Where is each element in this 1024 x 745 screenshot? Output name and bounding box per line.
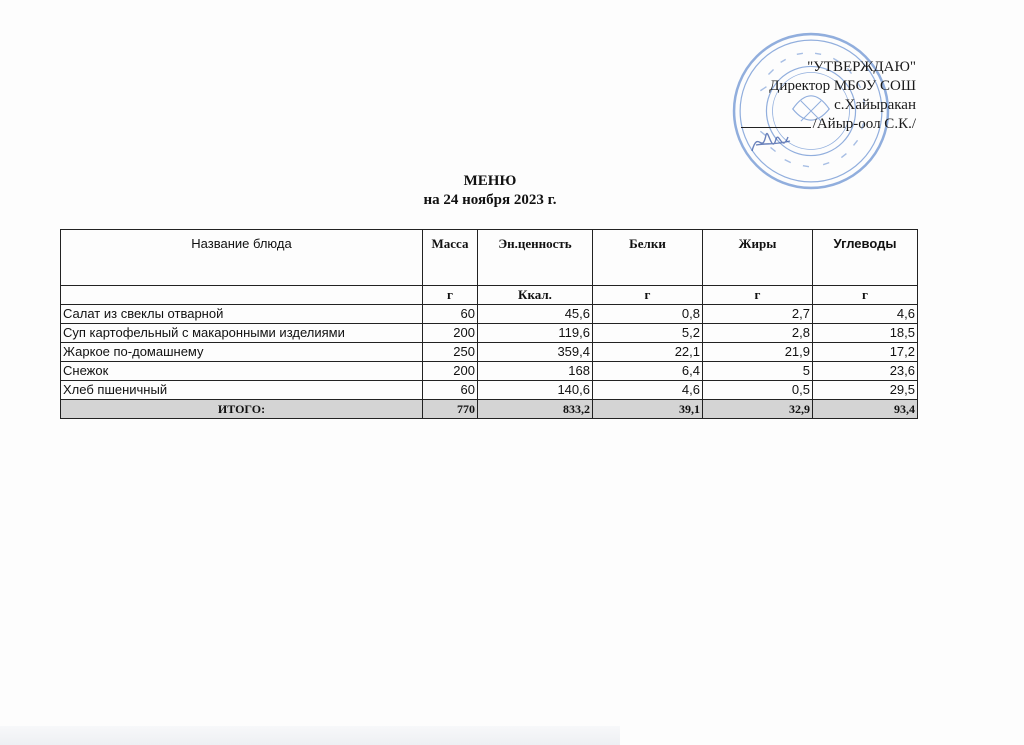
protein-cell: 6,4 [593,362,703,381]
energy-cell: 359,4 [478,343,593,362]
header-dish-name: Название блюда [61,230,423,286]
protein-cell: 22,1 [593,343,703,362]
dish-name-cell: Суп картофельный с макаронными изделиями [61,324,423,343]
protein-cell: 5,2 [593,324,703,343]
approval-village: с.Хайыракан [834,97,916,113]
unit-dish-name [61,286,423,305]
signature-blank-line [741,127,811,128]
menu-table [60,229,918,419]
total-carbs: 93,4 [813,400,918,419]
table-row [61,305,918,324]
carbs-cell: 4,6 [813,305,918,324]
dish-name-cell: Снежок [61,362,423,381]
unit-carbs: г [813,286,918,305]
energy-cell: 168 [478,362,593,381]
carbs-cell: 29,5 [813,381,918,400]
total-mass: 770 [423,400,478,419]
header-mass: Масса [423,230,478,286]
energy-cell: 119,6 [478,324,593,343]
unit-protein: г [593,286,703,305]
protein-cell: 4,6 [593,381,703,400]
protein-cell: 0,8 [593,305,703,324]
approval-heading: "УТВЕРЖДАЮ" [807,59,916,75]
unit-energy: Ккал. [478,286,593,305]
approval-position: Директор МБОУ СОШ [769,78,916,94]
mass-cell: 200 [423,362,478,381]
mass-cell: 60 [423,381,478,400]
total-energy: 833,2 [478,400,593,419]
table-units-row [61,286,918,305]
table-row [61,362,918,381]
dish-name-cell: Хлеб пшеничный [61,381,423,400]
table-header-row [61,230,918,286]
table-row [61,324,918,343]
header-carbs: Углеводы [813,230,918,286]
fat-cell: 2,7 [703,305,813,324]
mass-cell: 200 [423,324,478,343]
energy-cell: 140,6 [478,381,593,400]
header-protein: Белки [593,230,703,286]
document-title [0,172,980,210]
total-fat: 32,9 [703,400,813,419]
approval-signature-line [741,115,916,134]
approval-signer-name: /Айыр-оол С.К./ [812,116,916,132]
approval-block [741,58,916,134]
fat-cell: 21,9 [703,343,813,362]
header-energy: Эн.ценность [478,230,593,286]
scan-edge-strip [0,726,620,745]
menu-heading: МЕНЮ [463,173,517,189]
carbs-cell: 18,5 [813,324,918,343]
fat-cell: 5 [703,362,813,381]
unit-mass: г [423,286,478,305]
table-row [61,343,918,362]
total-row [61,400,918,419]
fat-cell: 0,5 [703,381,813,400]
total-protein: 39,1 [593,400,703,419]
mass-cell: 250 [423,343,478,362]
carbs-cell: 23,6 [813,362,918,381]
unit-fat: г [703,286,813,305]
header-fat: Жиры [703,230,813,286]
table-row [61,381,918,400]
mass-cell: 60 [423,305,478,324]
carbs-cell: 17,2 [813,343,918,362]
menu-date: на 24 ноября 2023 г. [423,192,557,208]
energy-cell: 45,6 [478,305,593,324]
fat-cell: 2,8 [703,324,813,343]
dish-name-cell: Салат из свеклы отварной [61,305,423,324]
total-label: ИТОГО: [61,400,423,419]
dish-name-cell: Жаркое по-домашнему [61,343,423,362]
